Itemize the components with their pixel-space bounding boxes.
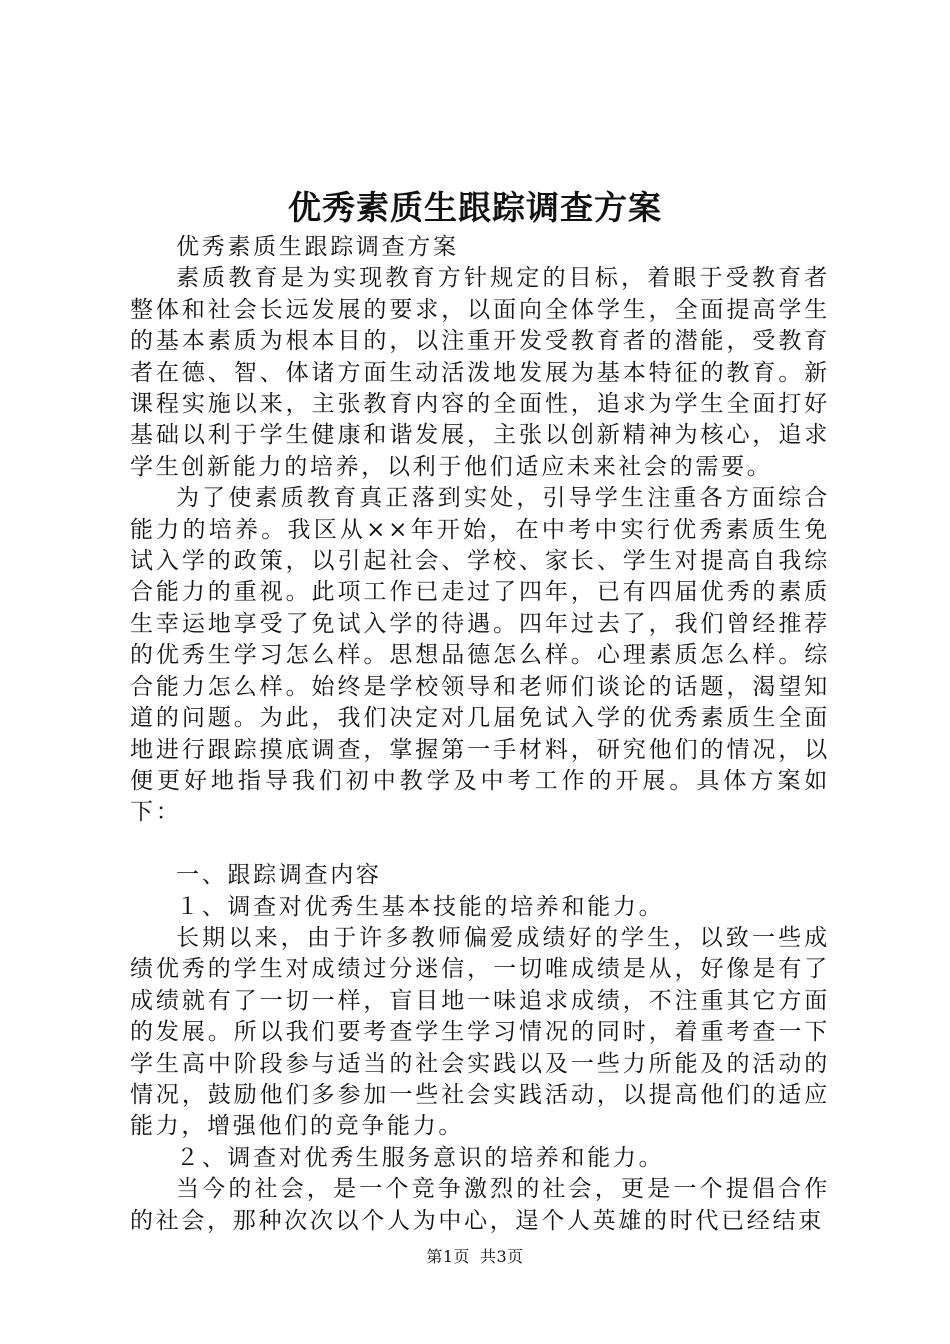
paragraph-item-2: 当今的社会，是一个竞争激烈的社会，更是一个提倡合作的社会，那种次次以个人为中心，逞个人英雄的时代已经结束: [130, 1176, 830, 1234]
document-title: 优秀素质生跟踪调查方案: [288, 188, 662, 227]
section-heading: 一、跟踪调查内容: [176, 862, 382, 889]
page-footer: [0, 1245, 950, 1269]
paragraph-background: 为了使素质教育真正落到实处，引导学生注重各方面综合能力的培养。我区从××年开始，在中考中实行优秀素质生免试入学的政策，以引起社会、学校、家长、学生对提高自我综合能力的重视。此项工作已走过了四年，已有四届优秀的素质生幸运地享受了免试入学的待遇。四年过去了，我们曾经推荐的优秀生学习怎么样。思想品德怎么样。心理素质怎么样。综合能力怎么样。始终是学校领导和老师们谈论的话题，渴望知道的问题。为此，我们决定对几届免试入学的优秀素质生全面地进行跟踪摸底调查，掌握第一手材料，研究他们的情况，以便更好地指导我们初中教学及中考工作的开展。具体方案如下：: [130, 485, 830, 826]
paragraph-spacer: [130, 829, 830, 860]
paragraph-item-1: 长期以来，由于许多教师偏爱成绩好的学生，以致一些成绩优秀的学生对成绩过分迷信，一切唯成绩是从，好像是有了成绩就有了一切一样，盲目地一味追求成绩，不注重其它方面的发展。所以我们要考查学生学习情况的同时，着重考查一下学生高中阶段参与适当的社会实践以及一些力所能及的活动的情况，鼓励他们多参加一些社会实践活动，以提高他们的适应能力，增强他们的竞争能力。: [130, 924, 830, 1140]
paragraph-intro: 素质教育是为实现教育方针规定的目标，着眼于受教育者整体和社会长远发展的要求，以面向全体学生，全面提高学生的基本素质为根本目的，以注重开发受教育者的潜能，受教育者在德、智、体诸方面生动活泼地发展为基本特征的教育。新课程实施以来，主张教育内容的全面性，追求为学生全面打好基础以利于学生健康和谐发展，主张以创新精神为核心，追求学生创新能力的培养，以利于他们适应未来社会的需要。: [130, 265, 830, 480]
document-body: [130, 232, 830, 1237]
item-heading-1: １、调查对优秀生基本技能的培养和能力。: [176, 893, 665, 920]
page-total: 共3页: [480, 1247, 524, 1266]
item-heading-2: ２、调查对优秀生服务意识的培养和能力。: [176, 1144, 665, 1171]
page-number: 第1页: [426, 1247, 470, 1266]
paragraph-subtitle: 优秀素质生跟踪调查方案: [176, 234, 459, 260]
